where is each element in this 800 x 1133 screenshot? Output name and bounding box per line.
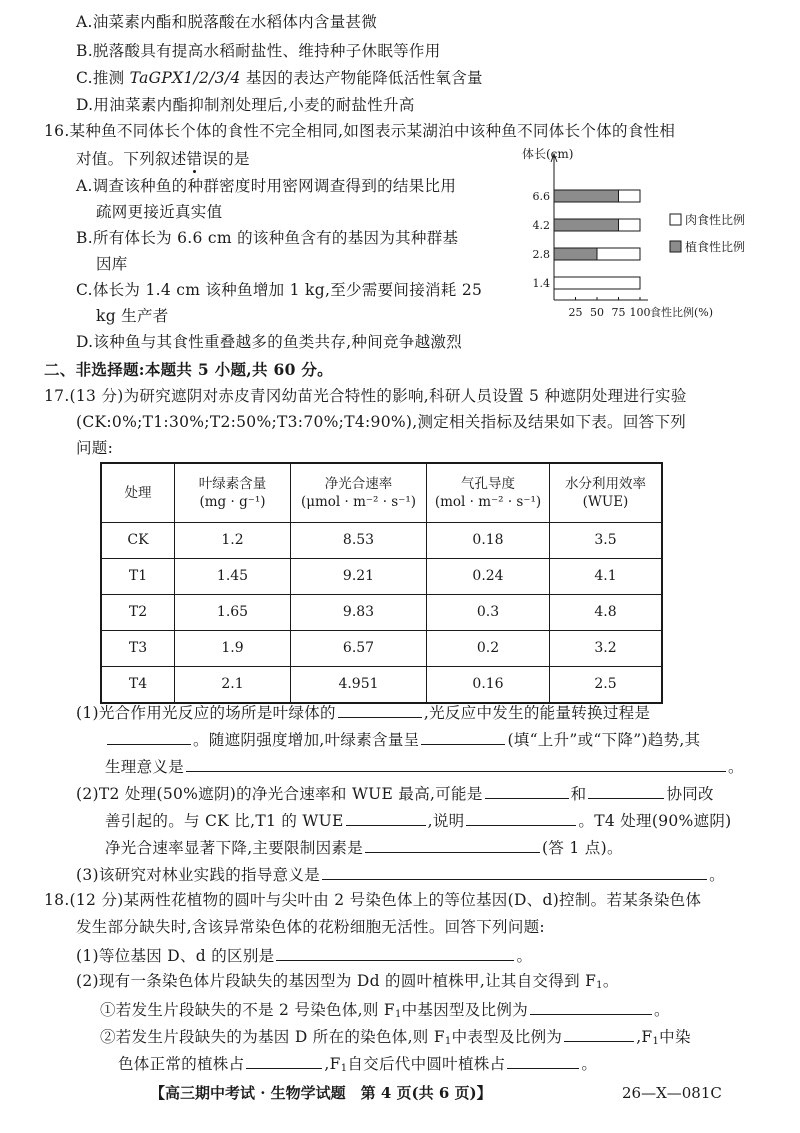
table-header-row <box>101 463 662 523</box>
text-run: 净光合速率显著下降,主要限制因素是 <box>105 839 364 857</box>
footer-title: 【高三期中考试 · 生物学试题 第 4 页(共 6 页)】 <box>150 1084 492 1102</box>
y-category-label: 1.4 <box>532 277 550 290</box>
answer-blank[interactable] <box>507 1054 579 1069</box>
table-cell: 2.5 <box>550 667 663 704</box>
y-category-label: 4.2 <box>532 219 550 232</box>
table-cell: 3.5 <box>550 523 663 559</box>
q18-part2-sub2-cont <box>118 1054 597 1075</box>
table-header-cell <box>550 463 663 523</box>
text-run: 。 <box>581 1055 598 1073</box>
q17-part2-line1 <box>76 784 714 804</box>
q18-part2-sub1 <box>100 1000 670 1021</box>
table-cell: 8.53 <box>291 523 427 559</box>
header-unit: (μmol · m⁻² · s⁻¹) <box>300 494 417 510</box>
q16-option-a-line1: A.调查该种鱼的种群密度时用密网调查得到的结果比用 <box>76 177 457 195</box>
text-run: (填“上升”或“下降”)趋势,其 <box>507 731 701 749</box>
bar-segment <box>554 219 619 231</box>
answer-blank[interactable] <box>107 730 191 745</box>
section-2-title: 二、非选择题:本题共 5 小题,共 60 分。 <box>44 360 333 379</box>
text-run: (2)T2 处理(50%遮阴)的净光合速率和 WUE 最高,可能是 <box>76 785 483 803</box>
text-run: ,光反应中发生的能量转换过程是 <box>423 704 651 722</box>
text-run: 。 <box>516 947 533 965</box>
text-run: 。T4 处理(90%遮阴) <box>578 812 732 830</box>
q16-stem-post: 误的是 <box>202 150 250 168</box>
header-unit: (mol · m⁻² · s⁻¹) <box>434 494 542 510</box>
table-cell: 9.83 <box>291 595 427 631</box>
table-row <box>101 523 662 559</box>
bar-segment <box>619 190 641 202</box>
q17-stem-line1: 17.(13 分)为研究遮阴对赤皮青冈幼苗光合特性的影响,科研人员设置 5 种遮阴处理进行实验 <box>44 387 687 405</box>
answer-blank[interactable] <box>322 865 707 880</box>
bar-segment <box>597 248 640 260</box>
answer-blank[interactable] <box>338 703 422 718</box>
header-label: 净光合速率 <box>324 475 393 492</box>
q15-option-b: B.脱落酸具有提高水稻耐盐性、维持种子休眠等作用 <box>76 42 441 60</box>
table-cell: 2.1 <box>175 667 291 704</box>
q18-part1 <box>76 946 532 966</box>
text-run: 。 <box>709 866 725 884</box>
text-run: 中表型及比例为 <box>451 1028 563 1046</box>
q16-option-a-line2: 疏网更接近真实值 <box>96 203 223 221</box>
y-axis-label: 体长(cm) <box>522 147 574 161</box>
q15-option-c-suffix: 基因的表达产物能降低活性氧含量 <box>240 69 483 87</box>
answer-blank[interactable] <box>530 1000 652 1015</box>
q17-part3 <box>76 865 725 885</box>
text-run: 。 <box>728 758 744 776</box>
text-run: (1)等位基因 D、d 的区别是 <box>76 947 275 965</box>
table-cell: T1 <box>101 559 175 595</box>
q16-option-c-line1: C.体长为 1.4 cm 该种鱼增加 1 kg,至少需要间接消耗 25 <box>76 281 483 299</box>
q15-option-c-prefix: C.推测 <box>76 69 130 87</box>
header-unit: (WUE) <box>582 494 629 510</box>
q16-stem-line2 <box>76 151 250 169</box>
text-run: 。 <box>602 972 619 990</box>
bar-segment <box>619 219 641 231</box>
subscript: 1 <box>340 1063 348 1074</box>
text-run: 善引起的。与 CK 比,T1 的 WUE <box>105 812 344 830</box>
answer-blank[interactable] <box>564 1027 634 1042</box>
header-label: 水分利用效率 <box>565 475 646 492</box>
chart-bars <box>554 190 640 289</box>
chart-labels <box>522 146 713 319</box>
text-run: ②若发生片段缺失的为基因 D 所在的染色体,则 F <box>100 1028 445 1046</box>
header-label: 叶绿素含量 <box>198 475 267 492</box>
text-run: 。 <box>654 1001 670 1019</box>
y-category-label: 2.8 <box>532 248 550 261</box>
text-run: 协同改 <box>666 785 714 803</box>
table-cell: 1.65 <box>175 595 291 631</box>
answer-blank[interactable] <box>346 811 426 826</box>
table-cell: 0.24 <box>427 559 550 595</box>
text-run: 色体正常的植株占 <box>118 1055 245 1073</box>
table-header-cell <box>101 463 175 523</box>
q15-option-a: A.油菜素内酯和脱落酸在水稻体内含量甚微 <box>76 13 378 31</box>
table-cell: 0.3 <box>427 595 550 631</box>
q16-option-b-line1: B.所有体长为 6.6 cm 的该种鱼含有的基因为其种群基 <box>76 229 459 247</box>
table-cell: 1.2 <box>175 523 291 559</box>
table-row <box>101 667 662 704</box>
q17-data-table <box>100 462 663 704</box>
table-row <box>101 559 662 595</box>
bar-segment <box>554 190 619 202</box>
q16-stem-emphasis: 错 <box>186 150 203 168</box>
q17-part1-line3 <box>105 757 744 777</box>
answer-blank[interactable] <box>365 838 540 853</box>
answer-blank[interactable] <box>485 784 569 799</box>
q16-stem-line1: 16.某种鱼不同体长个体的食性不完全相同,如图表示某湖泊中该种鱼不同体长个体的食性相 <box>44 122 676 140</box>
q15-option-d: D.用油菜素内酯抑制剂处理后,小麦的耐盐性升高 <box>76 96 415 114</box>
bar-segment <box>554 277 640 289</box>
text-run: (2)现有一条染色体片段缺失的基因型为 Dd 的圆叶植株甲,让其自交得到 F <box>76 972 597 990</box>
chart-legend <box>670 212 745 254</box>
q18-part2 <box>76 973 619 992</box>
q18-part2-sub2 <box>100 1027 691 1048</box>
table-cell: 0.2 <box>427 631 550 667</box>
legend-label: 植食性比例 <box>685 240 746 254</box>
table-cell: 0.16 <box>427 667 550 704</box>
table-cell: 3.2 <box>550 631 663 667</box>
q17-stem-line3: 问题: <box>76 439 114 457</box>
x-tick-label: 25 <box>568 306 583 319</box>
answer-blank[interactable] <box>588 784 664 799</box>
q18-stem-line2: 发生部分缺失时,含该异常染色体的花粉细胞无活性。回答下列问题: <box>76 918 545 936</box>
q16-option-c-line2: kg 生产者 <box>96 307 169 325</box>
answer-blank[interactable] <box>246 1054 322 1069</box>
text-run: 。随遮阴强度增加,叶绿素含量呈 <box>193 731 420 749</box>
q15-option-c-gene: TaGPX1/2/3/4 <box>129 69 241 87</box>
text-run: ,F <box>636 1028 653 1046</box>
table-cell: 4.1 <box>550 559 663 595</box>
header-unit: (mg · g⁻¹) <box>199 494 266 510</box>
q17-part1-line1 <box>76 703 650 723</box>
footer-code: 26—X—081C <box>622 1084 722 1102</box>
subscript: 1 <box>444 1036 452 1047</box>
table-cell: 1.45 <box>175 559 291 595</box>
table-cell: 9.21 <box>291 559 427 595</box>
text-run: (答 1 点)。 <box>542 839 623 857</box>
q18-stem-line1: 18.(12 分)某两性花植物的圆叶与尖叶由 2 号染色体上的等位基因(D、d)控制。若某条染色体 <box>44 891 702 909</box>
x-tick-label: 100 <box>629 306 651 319</box>
table-row <box>101 631 662 667</box>
table-cell: T4 <box>101 667 175 704</box>
subscript: 1 <box>596 980 603 991</box>
q17-part2-line2 <box>105 811 732 831</box>
q16-stem-pre: 对值。下列叙述 <box>76 150 187 168</box>
q16-option-d: D.该种鱼与其食性重叠越多的鱼类共存,种间竞争越激烈 <box>76 333 463 351</box>
text-run: 中染 <box>659 1028 691 1046</box>
table-cell: 1.9 <box>175 631 291 667</box>
table-header-cell <box>175 463 291 523</box>
q17-stem-line2: (CK:0%;T1:30%;T2:50%;T3:70%;T4:90%),测定相关指标及结果如下表。回答下列 <box>76 413 687 431</box>
q15-option-c <box>76 70 483 88</box>
table-cell: CK <box>101 523 175 559</box>
table-cell: 4.951 <box>291 667 427 704</box>
table-header-cell <box>291 463 427 523</box>
legend-swatch <box>670 241 681 252</box>
q17-part1-line2 <box>105 730 700 750</box>
text-run: ,F <box>324 1055 341 1073</box>
text-run: (3)该研究对林业实践的指导意义是 <box>76 866 321 884</box>
legend-label: 肉食性比例 <box>685 213 746 227</box>
bar-segment <box>554 248 597 260</box>
answer-blank[interactable] <box>466 811 576 826</box>
answer-blank[interactable] <box>186 757 726 772</box>
text-run: 自交后代中圆叶植株占 <box>347 1055 506 1073</box>
q16-option-b-line2: 因库 <box>96 255 128 273</box>
subscript: 1 <box>394 1009 402 1020</box>
answer-blank[interactable] <box>276 946 514 961</box>
header-label: 气孔导度 <box>461 475 515 492</box>
legend-swatch <box>670 214 681 225</box>
table-cell: T2 <box>101 595 175 631</box>
answer-blank[interactable] <box>421 730 505 745</box>
header-label: 处理 <box>124 484 152 501</box>
table-cell: 4.8 <box>550 595 663 631</box>
text-run: 和 <box>570 785 587 803</box>
y-category-label: 6.6 <box>532 190 550 203</box>
table-cell: 6.57 <box>291 631 427 667</box>
subscript: 1 <box>652 1036 660 1047</box>
text-run: ,说明 <box>427 812 465 830</box>
table-header-cell <box>427 463 550 523</box>
x-tick-label: 75 <box>611 306 626 319</box>
text-run: 中基因型及比例为 <box>401 1001 529 1019</box>
table-row <box>101 595 662 631</box>
table-cell: T3 <box>101 631 175 667</box>
x-tick-label: 50 <box>590 306 604 319</box>
text-run: (1)光合作用光反应的场所是叶绿体的 <box>76 704 336 722</box>
table-cell: 0.18 <box>427 523 550 559</box>
text-run: 生理意义是 <box>105 758 185 776</box>
q17-part2-line3 <box>105 838 623 858</box>
x-axis-label: 食性比例(%) <box>650 306 714 319</box>
text-run: ①若发生片段缺失的不是 2 号染色体,则 F <box>100 1001 395 1019</box>
feeding-ratio-chart <box>520 142 790 332</box>
